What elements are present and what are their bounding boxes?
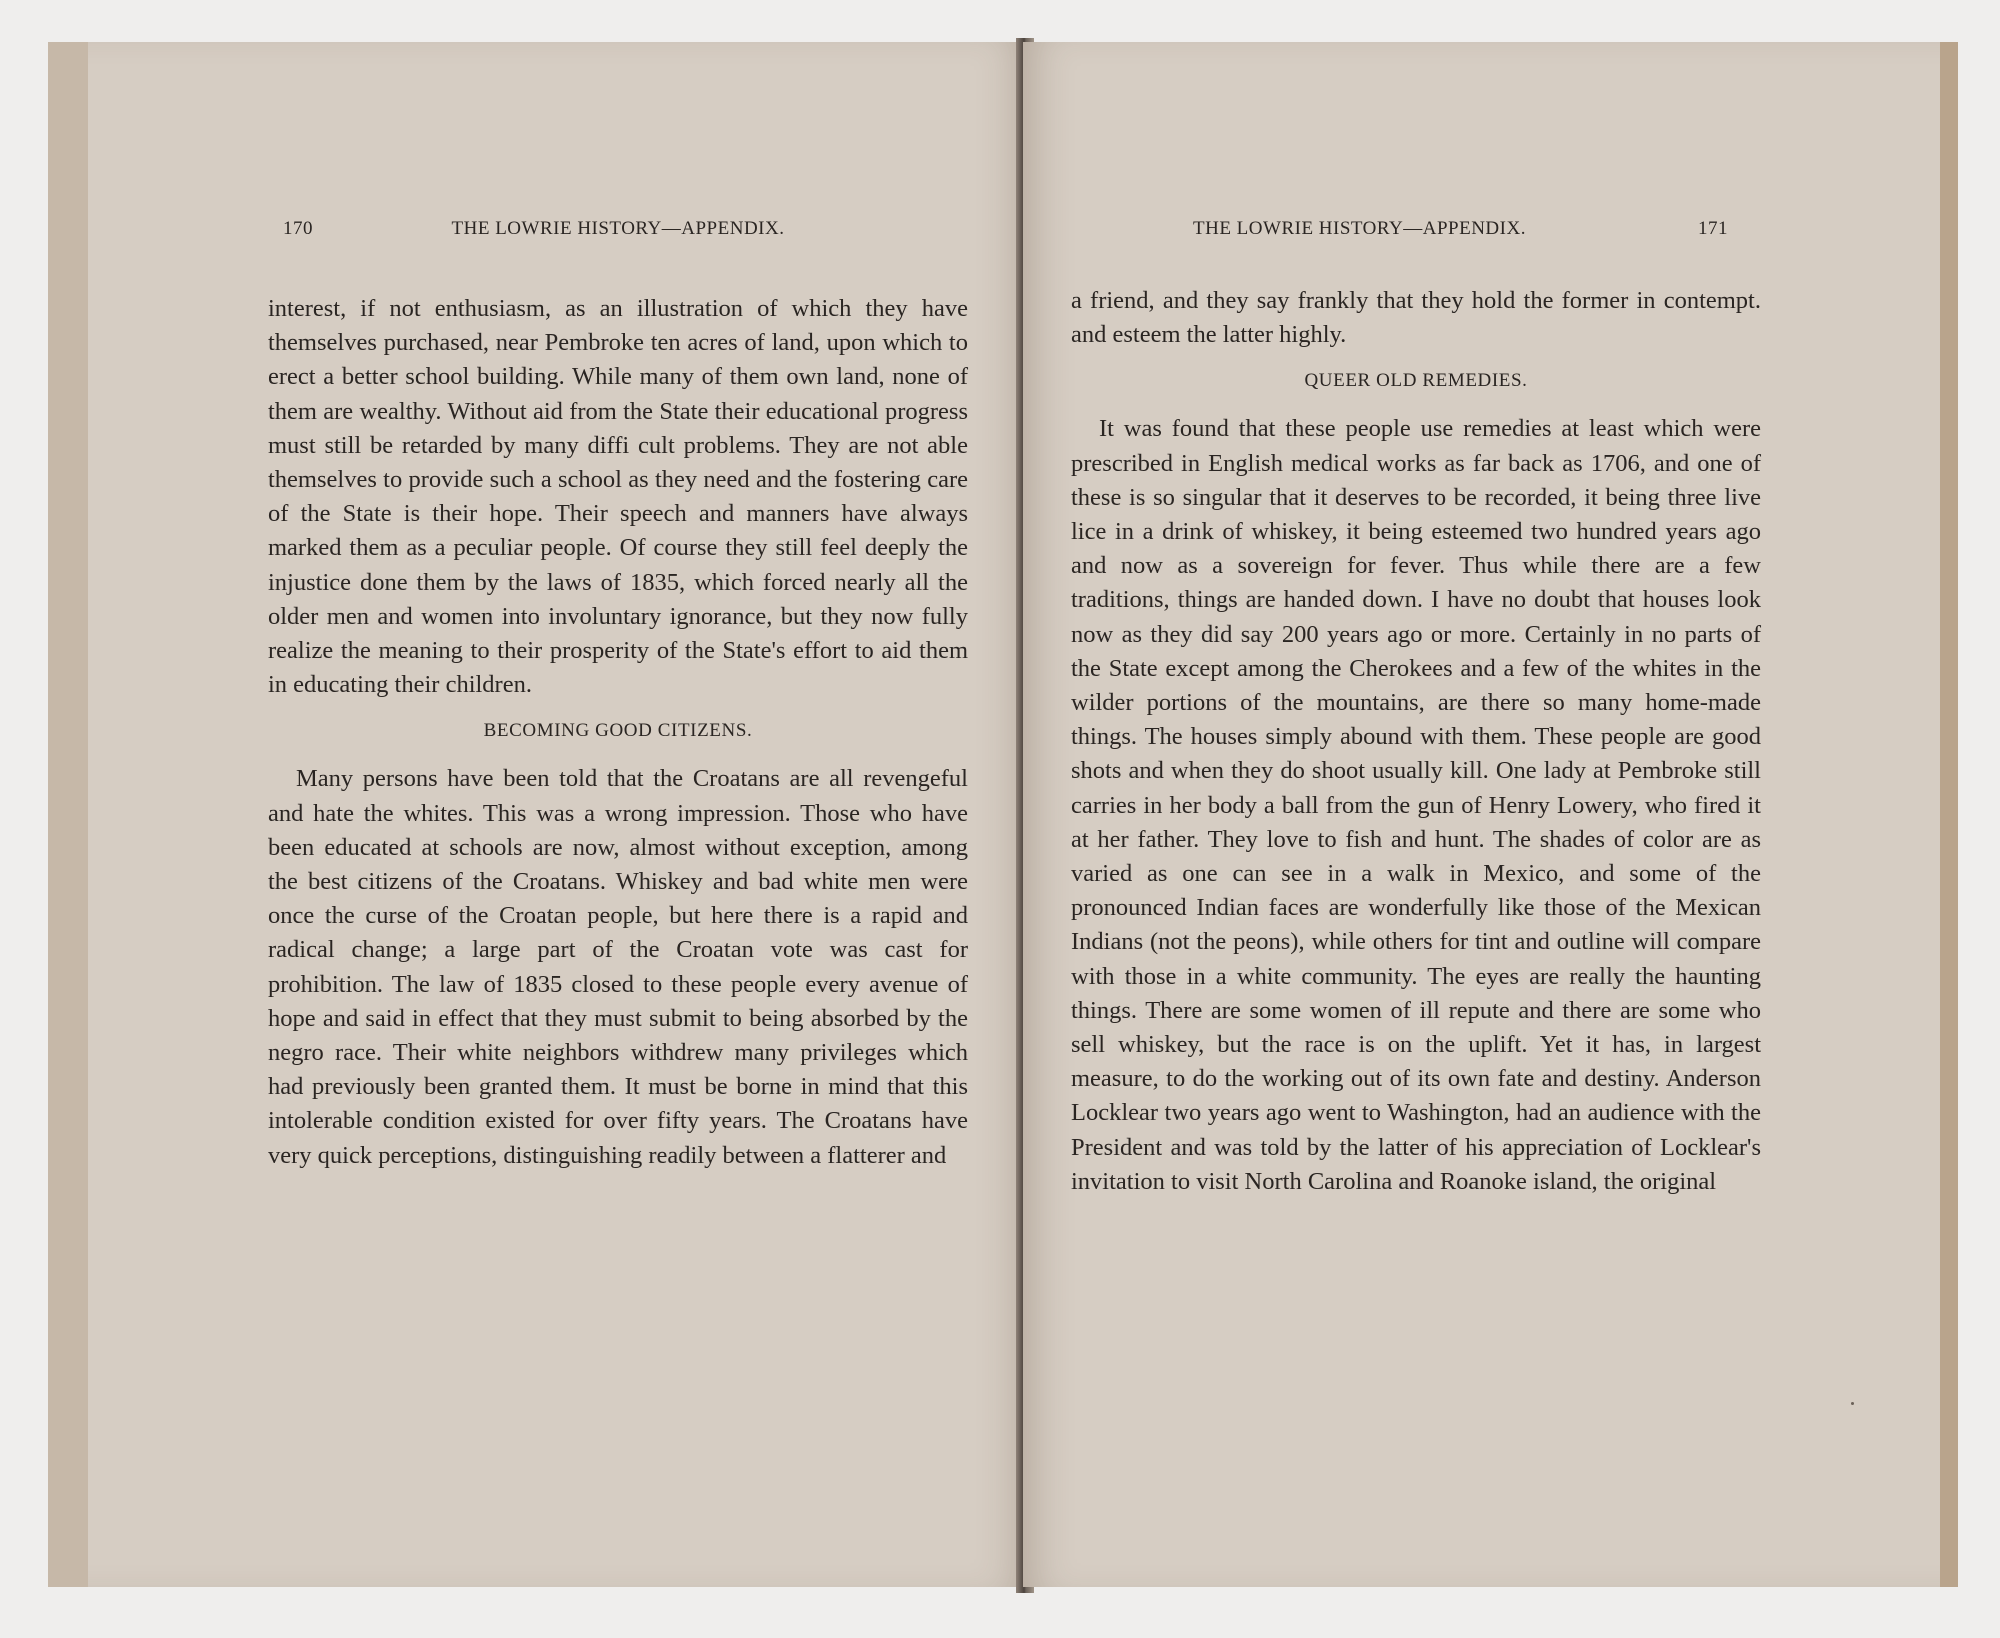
right-page bbox=[1023, 42, 1958, 1587]
left-page bbox=[48, 42, 1028, 1587]
left-page-header bbox=[283, 218, 943, 240]
right-page-text bbox=[1071, 284, 1761, 1199]
page-speck bbox=[1851, 1402, 1854, 1405]
right-paragraph-2: It was found that these people use remedies at least which were prescribed in English medical works as far back as 1706, and one of these is so singular that it deserves to be recorded, it being three live lice in a drink of whiskey, it being esteemed two hundred years ago and now as a sovereign for fever. Thus while there are a few traditions, things are handed down. I have no doubt that houses look now as they did say 200 years ago or more. Certainly in no parts of the State except among the Cherokees and a few of the whites in the wilder portions of the mountains, are there so many home-made things. The houses simply abound with them. These people are good shots and when they do shoot usually kill. One lady at Pembroke still carries in her body a ball from the gun of Henry Lowery, who fired it at her father. They love to fish and hunt. The shades of color are as varied as one can see in a walk in Mexico, and some of the pronounced Indian faces are wonderfully like those of the Mexican Indians (not the peons), while others for tint and outline will compare with those in a white community. The eyes are really the haunting things. There are some women of ill repute and there are some who sell whiskey, but the race is on the uplift. Yet it has, in largest measure, to do the working out of its own fate and destiny. Anderson Locklear two years ago went to Washington, had an audience with the President and was told by the latter of his appreciation of Locklear's invitation to visit North Carolina and Roanoke island, the original bbox=[1071, 415, 1761, 1195]
right-section-heading: QUEER OLD REMEDIES. bbox=[1304, 370, 1528, 392]
right-paragraph-1: a friend, and they say frankly that they hold the former in contempt. and esteem the latter highly. bbox=[1071, 287, 1761, 349]
open-book bbox=[38, 42, 1968, 1602]
left-section-heading: BECOMING GOOD CITIZENS. bbox=[483, 720, 753, 742]
left-page-number: 170 bbox=[283, 218, 313, 239]
right-running-title: THE LOWRIE HISTORY—APPENDIX. bbox=[1193, 218, 1526, 239]
left-running-title: THE LOWRIE HISTORY—APPENDIX. bbox=[451, 218, 785, 239]
left-paragraph-2: Many persons have been told that the Croatans are all revengeful and hate the whites. This was a wrong impression. Those who have been educated at schools are now, almost without exception, among the best citizens of the Croatans. Whiskey and bad white men were once the curse of the Croatan people, but here there is a rapid and radical change; a large part of the Croatan vote was cast for prohibition. The law of 1835 closed to these people every avenue of hope and said in effect that they must submit to being absorbed by the negro race. Their white neighbors withdrew many privileges which had previously been granted them. It must be borne in mind that this intolerable condition existed for over fifty years. The Croatans have very quick perceptions, distinguishing readily between a flatterer and bbox=[268, 765, 968, 1169]
right-page-number: 171 bbox=[1698, 218, 1728, 239]
left-page-text bbox=[268, 292, 968, 1173]
right-page-header bbox=[1193, 218, 1728, 240]
left-paragraph-1: interest, if not enthusiasm, as an illustration of which they have themselves purchased, near Pembroke ten acres of land, upon which to erect a better school building. While many of them own land, none of them are wealthy. Without aid from the State their educational progress must still be retarded by many diffi cult problems. They are not able themselves to provide such a school as they need and the fostering care of the State is their hope. Their speech and manners have always marked them as a peculiar people. Of course they still feel deeply the injustice done them by the laws of 1835, which forced nearly all the older men and women into involuntary ignorance, but they now fully realize the meaning to their prosperity of the State's effort to aid them in educating their children. bbox=[268, 295, 968, 699]
